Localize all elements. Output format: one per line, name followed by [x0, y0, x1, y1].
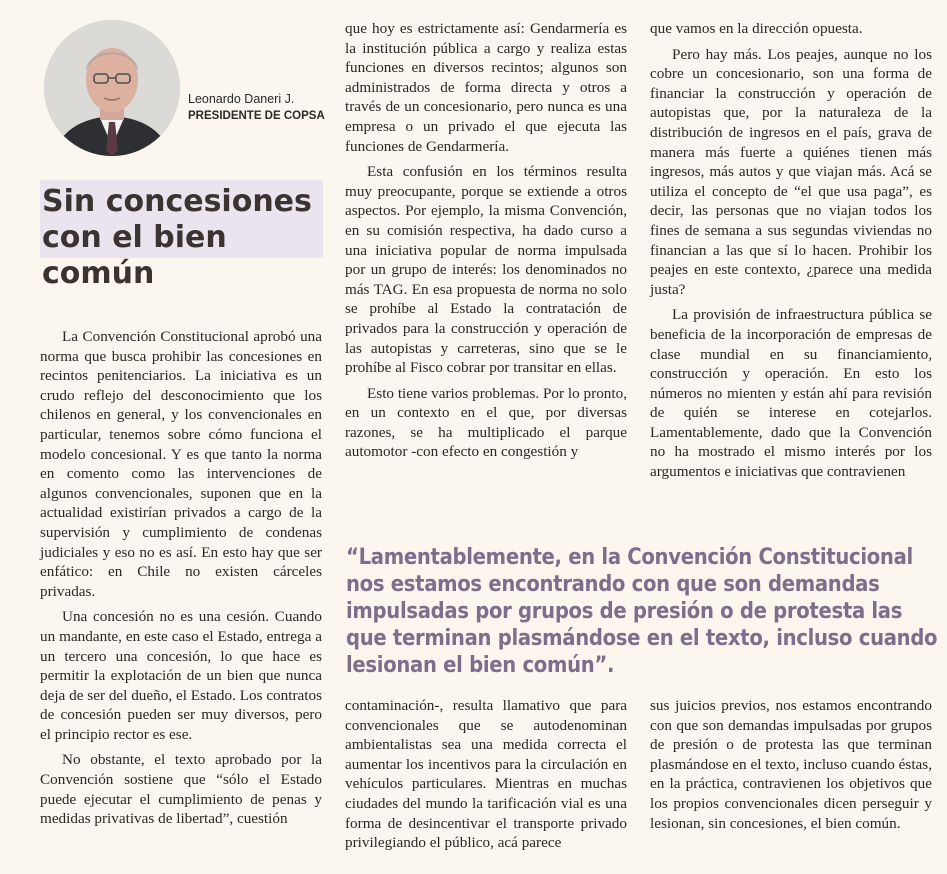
- author-block: [34, 20, 334, 160]
- article-title: [42, 184, 332, 292]
- author-portrait: [44, 20, 180, 156]
- column-3: [650, 19, 932, 482]
- author-name: Leonardo Daneri J.: [188, 92, 295, 106]
- paragraph: sus juicios previos, nos estamos encontrando con que son demandas impulsadas por grupos de presión o de protesta las que terminan plasmándose en el texto, incluso cuando éstas, en la práctica, contravienen los objetivos que los propios convencionales dicen perseguir y lesionan, sin concesiones, el bien común.: [650, 697, 932, 832]
- paragraph: No obstante, el texto aprobado por la Convención sostiene que “sólo el Estado puede ejecutar el cumplimiento de penas y medidas privativas de libertad”, cuestión: [40, 751, 322, 828]
- column-1: [40, 327, 322, 829]
- paragraph: Pero hay más. Los peajes, aunque no los cobre un concesionario, son una forma de financiar la construcción y operación de autopistas que, por la naturaleza de la distribución de ingresos en el país, grava de manera más fuerte a quiénes tienen más ingresos, más autos y que viajan más. Acá se utiliza el concepto de “el que usa paga”, es decir, las personas que no viajan todos los fines de semana a sus segundas viviendas no financian a las que sí lo hacen. Prohibir los peajes en este contexto, ¿parece una medida justa?: [650, 45, 932, 298]
- title-line-2: con el bien común: [42, 220, 227, 291]
- paragraph: que vamos en la dirección opuesta.: [650, 20, 863, 37]
- paragraph: Esto tiene varios problemas. Por lo pronto, en un contexto en el que, por diversas razones, se ha multiplicado el parque automotor -con efecto en congestión y: [345, 384, 627, 461]
- column-2: [345, 19, 627, 462]
- column-2-bottom: [345, 696, 627, 853]
- paragraph: que hoy es estrictamente así: Gendarmería es la institución pública a cargo y realiza estas funciones en diversos recintos; algunos son administrados de forma directa y otros a través de un concesionario, pero nunca es una empresa o un privado el que ejecuta las funciones de Gendarmería.: [345, 20, 627, 155]
- paragraph: Esta confusión en los términos resulta muy preocupante, porque se extiende a otros aspectos. Por ejemplo, la misma Convención, en su comisión respectiva, ha dado curso a una iniciativa popular de norma impulsada por un grupo de interés: los denominados no más TAG. En esa propuesta de norma no solo se prohíbe al Estado la contratación de privados para la construcción y operación de las autopistas y carreteras, sino que se le prohíbe al Fisco cobrar por transitar en ellas.: [345, 163, 627, 377]
- column-3-bottom: [650, 696, 932, 833]
- title-line-1: Sin concesiones: [42, 184, 312, 219]
- pull-quote: “Lamentablemente, en la Convención Constitucional nos estamos encontrando con que son demandas impulsadas por grupos de presión o de protesta las que terminan plasmándose en el texto, incluso cuando lesionan el bien común”.: [346, 545, 938, 678]
- paragraph: Una concesión no es una cesión. Cuando un mandante, en este caso el Estado, entrega a un tercero una concesión, lo que hace es permitir la explotación de un bien que nunca deja de ser del dueño, el Estado. Los contratos de concesión pueden ser muy diversos, pero el principio rector es ese.: [40, 608, 322, 743]
- paragraph: La Convención Constitucional aprobó una norma que busca prohibir las concesiones en recintos penitenciarios. La iniciativa es un crudo reflejo del desconocimiento que los chilenos en general, y los convencionales en particular, tenemos sobre cómo funciona el modelo concesional. Y es que tanto la norma en comento como las intervenciones de algunos convencionales, suponen que en la actualidad existirían privados a cargo de la supervisión y cumplimiento de condenas judiciales y eso no es así. En esto hay que ser enfático: en Chile no existen cárceles privadas.: [40, 328, 322, 600]
- paragraph: contaminación-, resulta llamativo que para convencionales que se autodenominan ambientalistas sea una medida correcta el aumentar los incentivos para la circulación en vehículos particulares. Mientras en muchas ciudades del mundo la tarificación vial es una forma de desincentivar el transporte privado privilegiando el público, acá parece: [345, 697, 627, 852]
- paragraph: La provisión de infraestructura pública se beneficia de la incorporación de empresas de clase mundial en su financiamiento, construcción y operación. En esto los números no mienten y están ahí para revisión de quién se interese en cotejarlos. Lamentablemente, dado que la Convención no ha mostrado el mismo interés por los argumentos e iniciativas que contravienen: [650, 306, 932, 481]
- author-role: PRESIDENTE DE COPSA: [188, 110, 325, 122]
